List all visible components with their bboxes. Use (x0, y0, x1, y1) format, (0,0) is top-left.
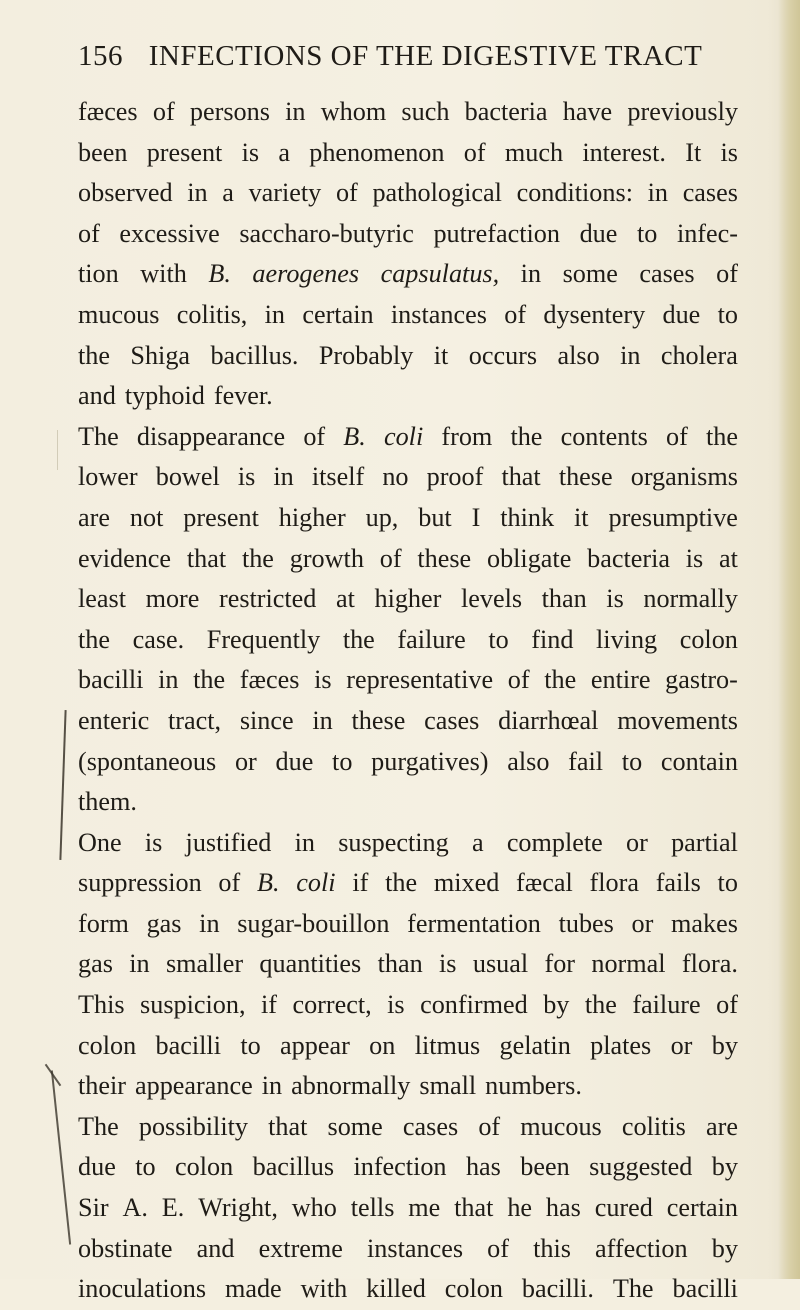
word: conditions: (516, 178, 633, 208)
word: bacilli (78, 665, 144, 695)
word: who (291, 1193, 337, 1223)
word: certain (302, 299, 374, 329)
word: The (78, 1111, 119, 1141)
word: obligate (486, 543, 572, 573)
word: cholera (660, 340, 738, 370)
word: gas (78, 949, 113, 979)
word: Shiga (130, 340, 191, 370)
word: the (241, 543, 274, 573)
word: bacteria (464, 97, 548, 126)
word: of (303, 421, 326, 451)
word: This (78, 990, 125, 1020)
word: gelatin (499, 1030, 571, 1060)
text-line (78, 1269, 738, 1310)
word: due (78, 1152, 116, 1182)
margin-scratch (57, 430, 58, 470)
word: cases (402, 1111, 459, 1141)
text-line (78, 863, 738, 904)
word: of (504, 299, 527, 329)
text-line (78, 579, 738, 620)
word: previously (627, 97, 738, 126)
word: due (275, 746, 314, 776)
word: colon (175, 1152, 234, 1182)
word: Sir (78, 1193, 109, 1223)
word: such (401, 97, 450, 126)
word: tract, (168, 705, 222, 735)
text-line (78, 336, 738, 377)
word: complete (506, 827, 603, 857)
word: in (199, 908, 220, 938)
text-line (78, 539, 738, 580)
word: fæces (78, 97, 138, 126)
word: bowel (155, 462, 220, 492)
word: some (327, 1111, 383, 1141)
word: to (488, 624, 509, 654)
word: fæces (239, 665, 300, 695)
word: levels (460, 584, 523, 614)
word: bacillus (252, 1152, 335, 1182)
word: the (78, 624, 110, 654)
word: on (369, 1030, 396, 1060)
word: from (441, 421, 493, 451)
word: he (507, 1193, 533, 1223)
word: certain (666, 1193, 738, 1223)
word: contain (660, 746, 738, 776)
word: appearance (135, 1071, 253, 1101)
word: present (146, 137, 223, 167)
word: usual (472, 949, 529, 979)
text-line (78, 133, 738, 174)
word: failure (397, 624, 466, 654)
word: more (145, 584, 200, 614)
word: coli (296, 868, 336, 898)
text-line (78, 457, 738, 498)
word: is (237, 462, 256, 492)
word: The (78, 421, 119, 451)
word: cases (682, 178, 738, 208)
word: normal (591, 949, 666, 979)
word: of (716, 259, 738, 289)
word: whom (320, 97, 387, 126)
word: dysentery (543, 299, 646, 329)
text-line (78, 254, 738, 295)
word: cured (594, 1193, 653, 1223)
text-line (78, 92, 738, 133)
word: the (584, 990, 617, 1020)
word: it (433, 340, 449, 370)
word: entire (590, 665, 651, 695)
word: bacilli (155, 1030, 221, 1060)
word: with (300, 1274, 348, 1304)
text-line (78, 417, 738, 458)
word: case. (132, 624, 185, 654)
word: makes (671, 908, 738, 938)
word: the (385, 868, 418, 898)
word: by (543, 990, 570, 1020)
text-line (78, 944, 738, 985)
word: living (596, 624, 658, 654)
word: killed (366, 1274, 426, 1304)
word: some (562, 259, 618, 289)
text-line (78, 1229, 738, 1270)
word: E. (161, 1193, 185, 1223)
word: or (631, 908, 654, 938)
word: of (478, 1111, 501, 1141)
word: variety (248, 178, 322, 208)
word: correct, (292, 990, 372, 1020)
word: persons (189, 97, 270, 126)
word: that (501, 462, 541, 492)
word: of (78, 218, 100, 248)
word: the (544, 665, 577, 695)
word: interest. (582, 137, 666, 167)
text-line (78, 1066, 738, 1107)
text-line (78, 782, 738, 823)
word: in (129, 949, 150, 979)
word: itself (311, 462, 365, 492)
word: instances (390, 299, 487, 329)
word: fermentation (407, 908, 541, 938)
word: a (278, 137, 290, 167)
word: colitis, (176, 299, 248, 329)
word: for (544, 949, 576, 979)
word: if (260, 990, 277, 1020)
word: of (152, 97, 175, 126)
word: in (264, 299, 286, 329)
text-line (78, 701, 738, 742)
word: diarrhœal (498, 705, 599, 735)
word: due (579, 218, 618, 248)
word: is (314, 665, 332, 695)
text-line (78, 498, 738, 539)
word: of (487, 1233, 509, 1263)
word: up, (365, 502, 399, 532)
word: to (717, 299, 738, 329)
word: of (716, 990, 738, 1020)
word: tion (78, 259, 119, 289)
word: by (711, 1030, 738, 1060)
word: purgatives) (371, 746, 489, 776)
word: is (439, 949, 457, 979)
word: and (78, 381, 116, 411)
word: movements (617, 705, 738, 735)
word: to (621, 746, 643, 776)
word: is (606, 584, 624, 614)
word: that (186, 543, 227, 573)
word: flora (589, 868, 639, 898)
word: not (129, 502, 164, 532)
word: higher (278, 502, 346, 532)
text-line (78, 1107, 738, 1148)
word: sugar-bouillon (237, 908, 390, 938)
word: no (382, 462, 409, 492)
word: infec- (676, 218, 738, 248)
word: mucous (78, 299, 160, 329)
word: the (193, 665, 226, 695)
word: in (158, 665, 179, 695)
word: failure (632, 990, 701, 1020)
word: B. (208, 259, 231, 289)
word: contents (560, 421, 648, 451)
word: A. (122, 1193, 148, 1223)
word: fever. (213, 381, 273, 411)
word: think (500, 502, 555, 532)
word: made (224, 1274, 282, 1304)
word: tells (350, 1193, 395, 1223)
word: colon (444, 1274, 503, 1304)
word: proof (426, 462, 484, 492)
word: also (507, 746, 550, 776)
word: mixed (433, 868, 500, 898)
word: flora. (681, 949, 738, 979)
word: bacilli (672, 1274, 738, 1304)
word: evidence (78, 543, 172, 573)
word: been (520, 1152, 570, 1182)
word: of (666, 421, 688, 451)
word: in (312, 705, 333, 735)
text-line (78, 742, 738, 783)
word: has (545, 1193, 581, 1223)
text-line (78, 173, 738, 214)
word: suppression (78, 868, 202, 898)
word: least (78, 584, 126, 614)
word: Wright, (198, 1193, 278, 1223)
word: at (335, 584, 355, 614)
word: is (685, 543, 704, 573)
text-line (78, 985, 738, 1026)
word: cases (424, 705, 480, 735)
word: affection (595, 1233, 688, 1263)
word: fæcal (516, 868, 573, 898)
word: to (240, 1030, 261, 1060)
body-text (78, 92, 738, 1310)
word: than (541, 584, 587, 614)
word: fails (655, 868, 701, 898)
word: disappearance (136, 421, 286, 451)
word: me (408, 1193, 441, 1223)
text-line (78, 660, 738, 701)
word: representative (346, 665, 494, 695)
word: than (377, 949, 423, 979)
word: or (626, 827, 648, 857)
word: in (273, 462, 294, 492)
word: tubes (558, 908, 614, 938)
word: since (239, 705, 294, 735)
word: of (379, 543, 402, 573)
text-line (78, 1026, 738, 1067)
word: in (294, 827, 315, 857)
word: form (78, 908, 129, 938)
word: inoculations (78, 1274, 207, 1304)
word: abnormally (291, 1071, 411, 1101)
word: of (218, 868, 241, 898)
word: of (463, 137, 486, 167)
word: the (342, 624, 375, 654)
word: One (78, 827, 122, 857)
word: that (454, 1193, 494, 1223)
word: small (419, 1071, 477, 1101)
word: The (612, 1274, 654, 1304)
word: in (620, 340, 641, 370)
word: to (717, 868, 738, 898)
word: these (558, 462, 613, 492)
margin-pencil-line-upper (59, 710, 66, 860)
word: to (332, 746, 353, 776)
word: gas (146, 908, 182, 938)
word: observed (78, 178, 173, 208)
text-line (78, 214, 738, 255)
word: obstinate (78, 1233, 173, 1263)
word: find (531, 624, 574, 654)
word: at (719, 543, 738, 573)
word: instances (367, 1233, 464, 1263)
word: in (261, 1071, 283, 1101)
word: appear (280, 1030, 350, 1060)
margin-pencil-line-lower (51, 1070, 71, 1244)
word: B. (343, 421, 366, 451)
word: bacillus. (210, 340, 299, 370)
word: (spontaneous (78, 746, 217, 776)
word: colitis (621, 1111, 686, 1141)
word: putrefaction (433, 218, 560, 248)
word: occurs (468, 340, 538, 370)
word: possibility (138, 1111, 248, 1141)
word: suggested (589, 1152, 693, 1182)
word: infection (353, 1152, 447, 1182)
word: also (557, 340, 600, 370)
page-number: 156 (78, 40, 123, 72)
running-header (78, 40, 703, 80)
word: colon (78, 1030, 137, 1060)
word: bacilli. (521, 1274, 594, 1304)
page-edge-shadow (778, 0, 800, 1279)
word: mucous (520, 1111, 602, 1141)
word: suspicion, (140, 990, 246, 1020)
word: smaller (165, 949, 244, 979)
word: plates (590, 1030, 652, 1060)
word: this (533, 1233, 571, 1263)
word: quantities (259, 949, 362, 979)
word: Frequently (206, 624, 321, 654)
word: with (140, 259, 187, 289)
word: is (241, 137, 260, 167)
word: in (187, 178, 208, 208)
word: litmus (414, 1030, 481, 1060)
word: bacteria (587, 543, 670, 573)
word: fail (568, 746, 604, 776)
word: these (417, 543, 472, 573)
word: pathological (372, 178, 502, 208)
word: them. (78, 787, 137, 817)
word: but (418, 502, 452, 532)
word: coli (383, 421, 424, 451)
word: confirmed (420, 990, 528, 1020)
text-line (78, 1188, 738, 1229)
word: has (465, 1152, 501, 1182)
word: if (352, 868, 369, 898)
word: excessive (119, 218, 220, 248)
word: much (504, 137, 564, 167)
word: in (285, 97, 306, 126)
text-line (78, 376, 738, 417)
word: restricted (218, 584, 317, 614)
word: It (685, 137, 702, 167)
word: colon (679, 624, 738, 654)
text-line (78, 295, 738, 336)
text-line (78, 904, 738, 945)
word: have (562, 97, 613, 126)
word: suspecting (338, 827, 449, 857)
word: a (222, 178, 234, 208)
word: of (507, 665, 530, 695)
word: lower (78, 462, 138, 492)
word: and (196, 1233, 235, 1263)
word: presumptive (608, 502, 738, 532)
word: gastro- (665, 665, 738, 695)
word: or (670, 1030, 693, 1060)
word: these (351, 705, 406, 735)
word: in (647, 178, 669, 208)
word: growth (289, 543, 364, 573)
word: in (520, 259, 542, 289)
word: by (711, 1152, 738, 1182)
text-line (78, 620, 738, 661)
word: normally (643, 584, 738, 614)
word: that (268, 1111, 308, 1141)
word: are (78, 502, 110, 532)
word: present (183, 502, 259, 532)
word: by (711, 1233, 738, 1263)
word: the (78, 340, 110, 370)
word: the (705, 421, 738, 451)
word: typhoid (124, 381, 205, 411)
word: a (471, 827, 484, 857)
word: partial (671, 827, 738, 857)
word: the (510, 421, 543, 451)
word: is (720, 137, 738, 167)
word: enteric (78, 705, 150, 735)
word: to (135, 1152, 156, 1182)
word: I (471, 502, 481, 532)
word: it (574, 502, 589, 532)
word: is (387, 990, 405, 1020)
word: cases (639, 259, 695, 289)
word: of (335, 178, 358, 208)
word: their (78, 1071, 126, 1101)
word: numbers. (485, 1071, 582, 1101)
word: due (662, 299, 701, 329)
word: is (144, 827, 163, 857)
word: been (78, 137, 128, 167)
word: higher (374, 584, 442, 614)
word: are (706, 1111, 738, 1141)
word: or (234, 746, 257, 776)
word: saccharo-butyric (239, 218, 414, 248)
word: B. (257, 868, 280, 898)
running-title: INFECTIONS OF THE DIGESTIVE TRACT (148, 40, 703, 72)
word: to (636, 218, 658, 248)
word: aerogenes (252, 259, 360, 289)
word: organisms (630, 462, 738, 492)
word: extreme (258, 1233, 343, 1263)
word: capsulatus, (380, 259, 500, 289)
word: Probably (318, 340, 414, 370)
word: justified (185, 827, 272, 857)
text-line (78, 1147, 738, 1188)
word: phenomenon (309, 137, 445, 167)
text-line (78, 823, 738, 864)
